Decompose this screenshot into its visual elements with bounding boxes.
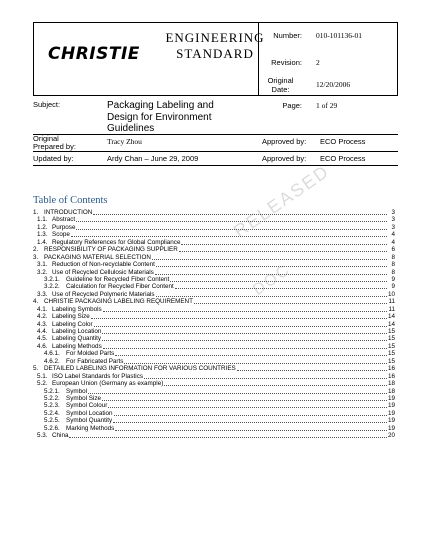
toc-entry-page: 16 [387,372,395,380]
toc-entry[interactable] [33,306,395,313]
toc-entry-page: 20 [387,432,395,440]
toc-entry-text: For Molded Parts [66,350,115,358]
toc-entry-number: 5.2.6. [44,424,60,432]
toc-entry-text: Symbol Quantity [66,417,113,425]
toc-entry-number: 4.6. [37,342,48,350]
toc-entry-text: INTRODUCTION [44,209,93,216]
toc-leader-dots [175,288,387,289]
toc-leader-dots [102,400,387,401]
toc-entry-number: 5.2.2. [44,394,60,402]
toc-entry[interactable] [33,402,395,409]
toc-entry-text: PACKAGING MATERIAL SELECTION [44,253,151,261]
header-divider [33,95,398,96]
toc-leader-dots [88,393,387,394]
toc-entry[interactable] [33,254,395,261]
toc-entry[interactable] [33,269,395,276]
toc-entry-text: Labeling Symbols [52,305,102,313]
toc-entry-page: 9 [391,283,395,291]
toc-entry-text: Purpose [52,223,76,231]
toc-leader-dots [114,415,387,416]
toc-entry[interactable] [33,246,395,253]
toc-entry[interactable] [33,410,395,417]
toc-entry[interactable] [33,298,395,305]
number-label: Number: [273,31,302,40]
updated-label: Updated by: [33,154,74,163]
subject-value: Packaging Labeling and Design for Environment Guidelines [107,100,214,134]
toc-entry-text: Abstract [52,216,76,224]
toc-entry-text: RESPONSIBILITY OF PACKAGING SUPPLIER [44,246,178,254]
toc-entry-page: 18 [387,380,395,388]
toc-leader-dots [108,407,387,408]
toc-entry-text: Symbol Location [66,409,113,417]
toc-entry-number: 4.6.2. [44,357,60,365]
title-line-1: ENGINEERING [165,30,265,45]
page-label: Page: [282,101,302,110]
toc-entry[interactable] [33,358,395,365]
toc-entry[interactable] [33,209,395,216]
prepared-value: Tracy Zhou [107,137,142,146]
toc-entry-page: 19 [387,424,395,432]
toc-leader-dots [155,274,387,275]
toc-entry-number: 3.2.1. [44,275,60,283]
toc-entry-page: 18 [387,387,395,395]
toc-entry-page: 16 [387,365,395,373]
toc-entry-page: 4 [391,231,395,239]
toc-entry-page: 19 [387,402,395,410]
toc-entry-text: DETAILED LABELING INFORMATION FOR VARIOUS COUNTRIES [44,365,236,373]
toc-list [33,209,395,440]
toc-entry-page: 11 [388,305,395,313]
toc-entry-number: 1.1. [37,216,48,224]
toc-entry-number: 3.3. [37,290,48,298]
number-value: 010-101136-01 [316,31,362,40]
header-right-border [397,22,398,95]
toc-entry[interactable] [33,328,395,335]
toc-entry-text: For Fabricated Parts [66,357,124,365]
toc-entry-number: 4.4. [37,328,48,335]
toc-leader-dots [156,296,387,297]
toc-entry-page: 15 [387,328,395,335]
toc-entry[interactable] [33,321,395,328]
toc-entry-number: 1. [33,209,39,216]
toc-entry[interactable] [33,216,395,223]
toc-entry-text: Guideline for Recycled Fiber Content [66,275,170,283]
toc-leader-dots [76,221,387,222]
toc-entry-number: 4.3. [37,320,48,328]
toc-entry-page: 19 [387,409,395,417]
approved2-label: Approved by: [262,154,307,163]
toc-leader-dots [91,318,387,319]
toc-leader-dots [237,370,387,371]
updated-value: Ardy Chan – June 29, 2009 [107,154,199,163]
toc-entry-number: 1.3. [37,231,48,239]
toc-entry-number: 5.1. [37,372,48,380]
header-top-border [33,22,398,23]
toc-entry[interactable] [33,365,395,372]
toc-entry-text: ISO Label Standards for Plastics [52,372,144,380]
toc-leader-dots [170,281,387,282]
toc-leader-dots [194,303,387,304]
toc-entry[interactable] [33,343,395,350]
document-type-title [150,30,280,62]
toc-entry-page: 3 [391,223,395,231]
toc-entry[interactable] [33,283,395,290]
toc-entry-page: 8 [391,268,395,276]
toc-leader-dots [115,430,387,431]
toc-entry-text: Labeling Color [52,320,93,328]
revision-label: Revision: [271,58,302,67]
toc-entry-text: European Union (Germany as example) [52,380,164,388]
toc-entry-number: 4. [33,298,39,306]
toc-entry-number: 5.2. [37,380,48,388]
toc-entry-number: 1.4. [37,238,48,246]
toc-entry-page: 19 [387,394,395,402]
toc-entry-text: Use of Recycled Polymeric Materials [52,290,155,298]
toc-entry[interactable] [33,380,395,387]
toc-entry-number: 5.2.3. [44,402,60,410]
toc-leader-dots [115,355,387,356]
toc-entry-number: 3.2.2. [44,283,60,291]
toc-entry[interactable] [33,432,395,439]
approved-label: Approved by: [262,137,307,146]
released-watermark: RELEASED [230,160,334,242]
toc-entry-number: 3.2. [37,268,48,276]
toc-leader-dots [124,363,387,364]
toc-leader-dots [71,236,387,237]
toc-leader-dots [113,422,387,423]
toc-entry-page: 14 [387,313,395,321]
toc-entry-text: Calculation for Recycled Fiber Content [66,283,174,291]
toc-entry-page: 15 [387,335,395,343]
toc-leader-dots [69,437,387,438]
toc-entry-text: Symbol [66,387,87,395]
toc-entry-number: 5.2.1. [44,387,60,395]
toc-entry-number: 5.2.4. [44,409,60,417]
toc-entry-page: 6 [391,246,395,254]
prepared-divider [33,151,398,152]
toc-leader-dots [102,340,387,341]
toc-entry-number: 2. [33,246,39,254]
page-value: 1 of 29 [316,101,338,110]
toc-entry[interactable] [33,291,395,298]
toc-entry-text: CHRISTIE PACKAGING LABELING REQUIREMENT [44,298,193,306]
toc-entry-text: Symbol Colour [66,402,108,410]
toc-entry-page: 14 [387,320,395,328]
toc-entry-number: 5.3. [37,432,48,440]
original-date-value: 12/20/2006 [316,80,351,89]
toc-entry[interactable] [33,261,395,268]
toc-leader-dots [93,214,387,215]
toc-entry-page: 4 [391,238,395,246]
toc-entry-page: 3 [391,209,395,216]
toc-entry-text: Symbol Size [66,394,101,402]
toc-entry-page: 8 [391,261,395,269]
toc-entry[interactable] [33,388,395,395]
toc-entry-text: Labeling Methods [52,342,102,350]
toc-entry-page: 10 [387,290,395,298]
subject-label: Subject: [33,100,61,109]
prepared-label: Original Prepared by: [33,134,76,151]
toc-entry-text: Regulatory References for Global Compliance [52,238,181,246]
toc-entry-text: Labeling Location [52,328,102,335]
toc-entry-page: 19 [387,417,395,425]
toc-entry-number: 1.2. [37,223,48,231]
approved-value: ECO Process [320,137,366,146]
toc-leader-dots [164,385,387,386]
toc-entry-text: China [52,432,69,440]
toc-leader-dots [144,378,387,379]
toc-title: Table of Contents [33,195,108,206]
toc-entry[interactable] [33,224,395,231]
toc-leader-dots [94,326,387,327]
toc-entry[interactable] [33,313,395,320]
toc-entry-number: 5.2.5. [44,417,60,425]
toc-leader-dots [179,251,387,252]
toc-entry-text: Reduction of Non-recyclable Content [52,261,155,269]
toc-entry-number: 4.5. [37,335,48,343]
toc-entry[interactable] [33,395,395,402]
toc-entry-text: Scope [52,231,70,239]
original-date-label: Original Date: [267,76,294,94]
toc-entry-number: 5. [33,365,39,373]
toc-entry-text: Use of Recycled Cellulosic Materials [52,268,154,276]
doc-watermark: DOC [250,261,294,299]
title-line-2: STANDARD [176,46,254,61]
toc-entry[interactable] [33,425,395,432]
toc-entry-page: 8 [391,253,395,261]
christie-logo: CHRISTIE [48,44,140,64]
toc-leader-dots [76,229,387,230]
toc-entry[interactable] [33,350,395,357]
toc-entry[interactable] [33,231,395,238]
toc-entry-text: Labeling Quantity [52,335,102,343]
toc-entry-page: 11 [388,298,395,306]
revision-value: 2 [316,58,320,67]
toc-entry-number: 4.2. [37,313,48,321]
updated-divider [33,165,398,166]
toc-entry-page: 15 [387,357,395,365]
toc-entry-number: 4.6.1. [44,350,60,358]
toc-leader-dots [152,259,387,260]
toc-leader-dots [103,311,387,312]
toc-entry-number: 3. [33,253,39,261]
toc-entry[interactable] [33,239,395,246]
header-left-border [33,22,34,95]
toc-entry[interactable] [33,417,395,424]
toc-entry-number: 4.1. [37,305,48,313]
toc-leader-dots [181,244,387,245]
toc-entry-page: 3 [391,216,395,224]
toc-entry-text: Labeling Size [52,313,90,321]
toc-entry-page: 15 [387,342,395,350]
toc-leader-dots [103,348,387,349]
toc-entry-number: 3.1. [37,261,48,269]
toc-leader-dots [102,333,387,334]
toc-entry[interactable] [33,276,395,283]
approved2-value: ECO Process [320,154,366,163]
toc-entry-page: 15 [387,350,395,358]
toc-entry-text: Marking Methods [66,424,115,432]
toc-entry-page: 9 [391,275,395,283]
toc-entry[interactable] [33,373,395,380]
toc-leader-dots [156,266,387,267]
toc-entry[interactable] [33,335,395,342]
